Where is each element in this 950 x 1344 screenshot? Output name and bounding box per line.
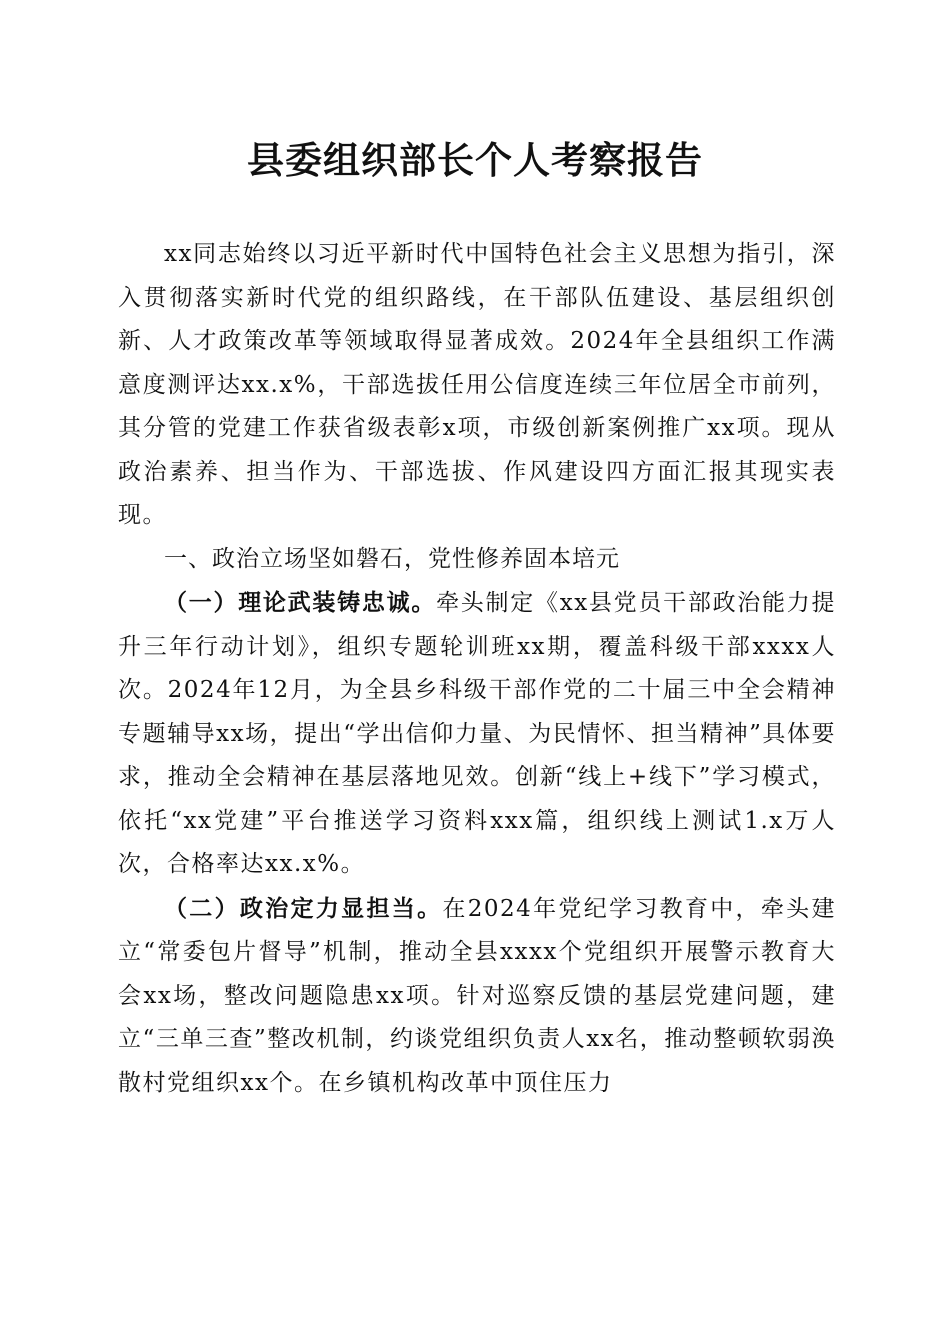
subsection-paragraph-2	[118, 887, 836, 1106]
document-body	[118, 233, 836, 1105]
section-heading: 一、政治立场坚如磐石，党性修养固本培元	[164, 545, 620, 572]
subsection-lead-1: （一）理论武装铸忠诚。	[164, 589, 437, 616]
document-title: 县委组织部长个人考察报告	[247, 138, 703, 182]
subsection-paragraph-1	[118, 581, 836, 887]
intro-paragraph: xx同志始终以习近平新时代中国特色社会主义思想为指引，深入贯彻落实新时代党的组织路线，在干部队伍建设、基层组织创新、人才政策改革等领域取得显著成效。2024年全县组织工作满意度测评达xx.x%，干部选拔任用公信度连续三年位居全市前列，其分管的党建工作获省级表彰x项，市级创新案例推广xx项。现从政治素养、担当作为、干部选拔、作风建设四方面汇报其现实表现。	[118, 241, 836, 528]
subsection-text-2: 在2024年党纪学习教育中，牵头建立“常委包片督导”机制，推动全县xxxx个党组织开展警示教育大会xx场，整改问题隐患xx项。针对巡察反馈的基层党建问题，建立“三单三查”整改机制，约谈党组织负责人xx名，推动整顿软弱涣散村党组织xx个。在乡镇机构改革中顶住压力	[118, 895, 836, 1096]
subsection-lead-2: （二）政治定力显担当。	[164, 894, 443, 922]
subsection-text-1: 牵头制定《xx县党员干部政治能力提升三年行动计划》，组织专题轮训班xx期，覆盖科级干部xxxx人次。2024年12月，为全县乡科级干部作党的二十届三中全会精神专题辅导xx场，提出“学出信仰力量、为民情怀、担当精神”具体要求，推动全会精神在基层落地见效。创新“线上+线下”学习模式，依托“xx党建”平台推送学习资料xxx篇，组织线上测试1.x万人次，合格率达xx.x%。	[118, 590, 836, 877]
